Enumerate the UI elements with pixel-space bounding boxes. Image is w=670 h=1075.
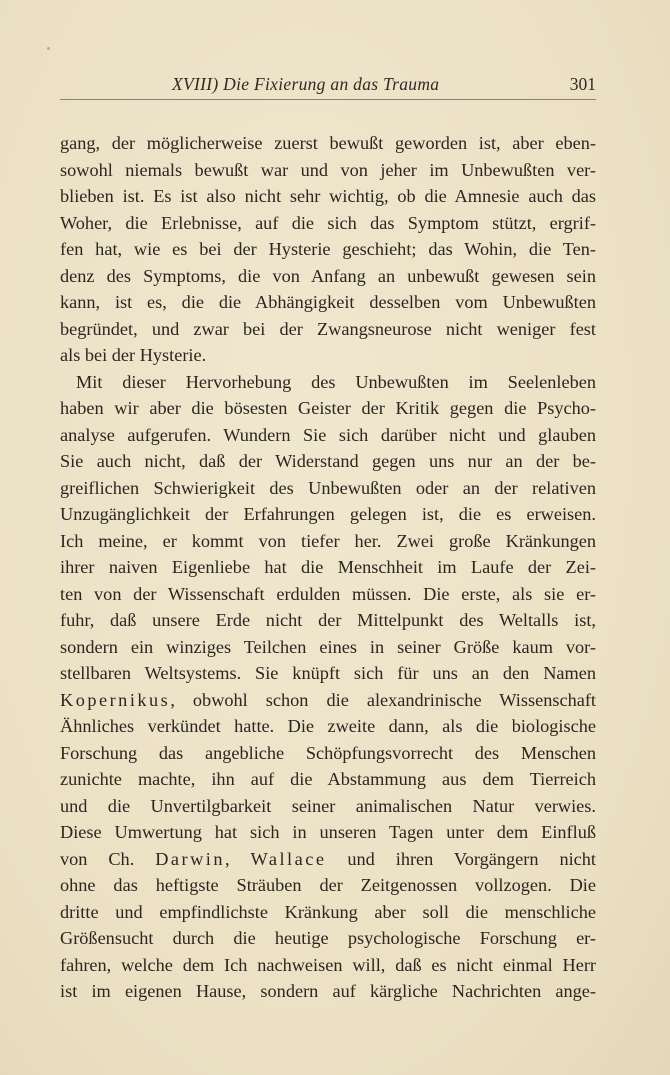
text-line: ohne das heftigste Sträuben der Zeitgenossen vollzogen. Die — [60, 875, 596, 895]
text-line: ist im eigenen Hause, sondern auf kärgliche Nachrichten ange- — [60, 981, 596, 1001]
text-line: gang, der möglicherweise zuerst bewußt geworden ist, aber eben- — [60, 133, 596, 153]
text-line: analyse aufgerufen. Wundern Sie sich darüber nicht und glauben — [60, 424, 596, 445]
spaced-name-darwin: Darwin — [155, 848, 226, 869]
text-line: sowohl niemals bewußt war und von jeher im Unbewußten ver- — [60, 159, 596, 180]
text-line: Diese Umwertung hat sich in unseren Tagen unter dem Einfluß — [60, 822, 596, 842]
text-line: Forschung das angebliche Schöpfungsvorrecht des Menschen — [60, 742, 596, 763]
page-number: 301 — [569, 74, 596, 94]
text-line: und die Unvertilgbarkeit seiner animalischen Natur verwies. — [60, 795, 596, 816]
text-line: fen hat, wie es bei der Hysterie geschieht; das Wohin, die Ten- — [60, 239, 596, 259]
text-line: haben wir aber die bösesten Geister der Kritik gegen die Psycho- — [60, 398, 596, 418]
text-line: Sie auch nicht, daß der Widerstand gegen uns nur an der be- — [60, 451, 596, 471]
text-line: stellbaren Weltsystems. Sie knüpft sich für uns an den Namen — [60, 663, 596, 683]
text-line: Ich meine, er kommt von tiefer her. Zwei große Kränkungen — [60, 530, 596, 551]
running-head: XVIII) Die Fixierung an das Trauma — [172, 74, 440, 94]
spaced-name-wallace: Wallace — [250, 848, 327, 869]
text-line: denz des Symptoms, die von Anfang an unbewußt gewesen sein — [60, 265, 596, 286]
text-line: Unzugänglichkeit der Erfahrungen gelegen ist, die es erweisen. — [60, 504, 596, 524]
line-separator: , — [225, 848, 251, 869]
text-line: zunichte machte, ihn auf die Abstammung aus dem Tierreich — [60, 769, 596, 789]
line-remainder: und ihren Vorgängern nicht — [326, 848, 596, 869]
text-line: Größensucht durch die heutige psychologische Forschung er- — [60, 928, 596, 948]
text-line-darwin-wallace — [60, 846, 596, 873]
text-line: ten von der Wissenschaft erdulden müssen. Die erste, als sie er- — [60, 583, 596, 604]
spaced-name-kopernikus: Kopernikus — [60, 689, 171, 710]
text-line: blieben ist. Es ist also nicht sehr wichtig, ob die Amnesie auch das — [60, 186, 596, 206]
text-line: sondern ein winziges Teilchen eines in seiner Größe kaum vor- — [60, 636, 596, 657]
text-line: begründet, und zwar bei der Zwangsneurose nicht weniger fest — [60, 318, 596, 339]
text-line: fahren, welche dem Ich nachweisen will, daß es nicht einmal Herr — [60, 954, 596, 975]
paper-speck — [47, 47, 50, 50]
text-line: kann, ist es, die die Abhängigkeit desselben vom Unbewußten — [60, 292, 596, 312]
body-text — [60, 130, 596, 1005]
page-header — [60, 74, 596, 100]
paragraph-start-line: Mit dieser Hervorhebung des Unbewußten im Seelenleben — [76, 371, 596, 392]
text-line: dritte und empfindlichste Kränkung aber soll die menschliche — [60, 901, 596, 922]
text-line: Ähnliches verkündet hatte. Die zweite dann, als die biologische — [60, 716, 596, 736]
text-line-kopernikus — [60, 687, 596, 714]
text-line: Woher, die Erlebnisse, auf die sich das Symptom stützt, ergrif- — [60, 212, 596, 233]
header-rule — [60, 99, 596, 100]
text-line: greiflichen Schwierigkeit des Unbewußten oder an der relativen — [60, 477, 596, 498]
paragraph-end-line: als bei der Hysterie. — [60, 345, 207, 365]
text-line: ihrer naiven Eigenliebe hat die Menschheit im Laufe der Zei- — [60, 557, 596, 577]
line-remainder: , obwohl schon die alexandrinische Wissenschaft — [170, 689, 596, 710]
line-prefix: von Ch. — [60, 848, 156, 869]
text-line: fuhr, daß unsere Erde nicht der Mittelpunkt des Weltalls ist, — [60, 610, 596, 630]
